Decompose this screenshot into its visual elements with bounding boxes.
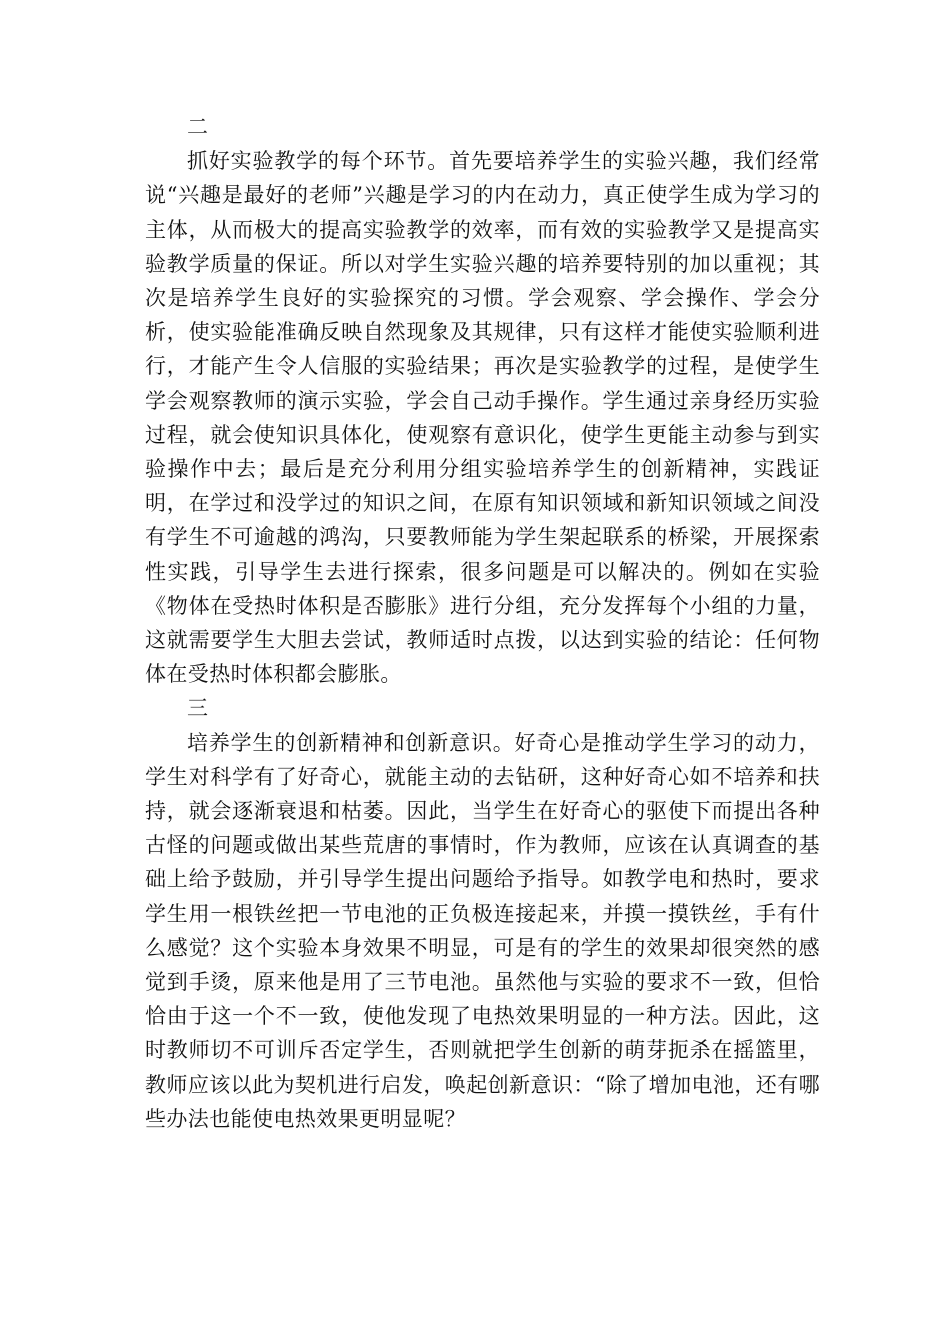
document-body bbox=[145, 110, 820, 1136]
section-heading-3: 三 bbox=[187, 696, 209, 721]
section-paragraph-2: 抓好实验教学的每个环节。首先要培养学生的实验兴趣，我们经常说“兴趣是最好的老师”兴趣是学习的内在动力，真正使学生成为学习的主体，从而极大的提高实验教学的效率，而有效的实验教学又是提高实验教学质量的保证。所以对学生实验兴趣的培养要特别的加以重视；其次是培养学生良好的实验探究的习惯。学会观察、学会操作、学会分析，使实验能准确反映自然现象及其规律，只有这样才能使实验顺利进行，才能产生令人信服的实验结果；再次是实验教学的过程，是使学生学会观察教师的演示实验，学会自己动手操作。学生通过亲身经历实验过程，就会使知识具体化，使观察有意识化，使学生更能主动参与到实验操作中去；最后是充分利用分组实验培养学生的创新精神，实践证明，在学过和没学过的知识之间，在原有知识领域和新知识领域之间没有学生不可逾越的鸿沟，只要教师能为学生架起联系的桥梁，开展探索性实践，引导学生去进行探索，很多问题是可以解决的。例如在实验《物体在受热时体积是否膨胀》进行分组，充分发挥每个小组的力量，这就需要学生大胆去尝试，教师适时点拨，以达到实验的结论：任何物体在受热时体积都会膨胀。 bbox=[145, 149, 820, 687]
section-paragraph-3: 培养学生的创新精神和创新意识。好奇心是推动学生学习的动力，学生对科学有了好奇心，就能主动的去钻研，这种好奇心如不培养和扶持，就会逐渐衰退和枯萎。因此，当学生在好奇心的驱使下而提出各种古怪的问题或做出某些荒唐的事情时，作为教师，应该在认真调查的基础上给予鼓励，并引导学生提出问题给予指导。如教学电和热时，要求学生用一根铁丝把一节电池的正负极连接起来，并摸一摸铁丝，手有什么感觉？这个实验本身效果不明显，可是有的学生的效果却很突然的感觉到手烫，原来他是用了三节电池。虽然他与实验的要求不一致，但恰恰由于这一个不一致，使他发现了电热效果明显的一种方法。因此，这时教师切不可训斥否定学生，否则就把学生创新的萌芽扼杀在摇篮里，教师应该以此为契机进行启发，唤起创新意识：“除了增加电池，还有哪些办法也能使电热效果更明显呢？ bbox=[145, 730, 820, 1131]
section-heading-2: 二 bbox=[187, 115, 209, 139]
